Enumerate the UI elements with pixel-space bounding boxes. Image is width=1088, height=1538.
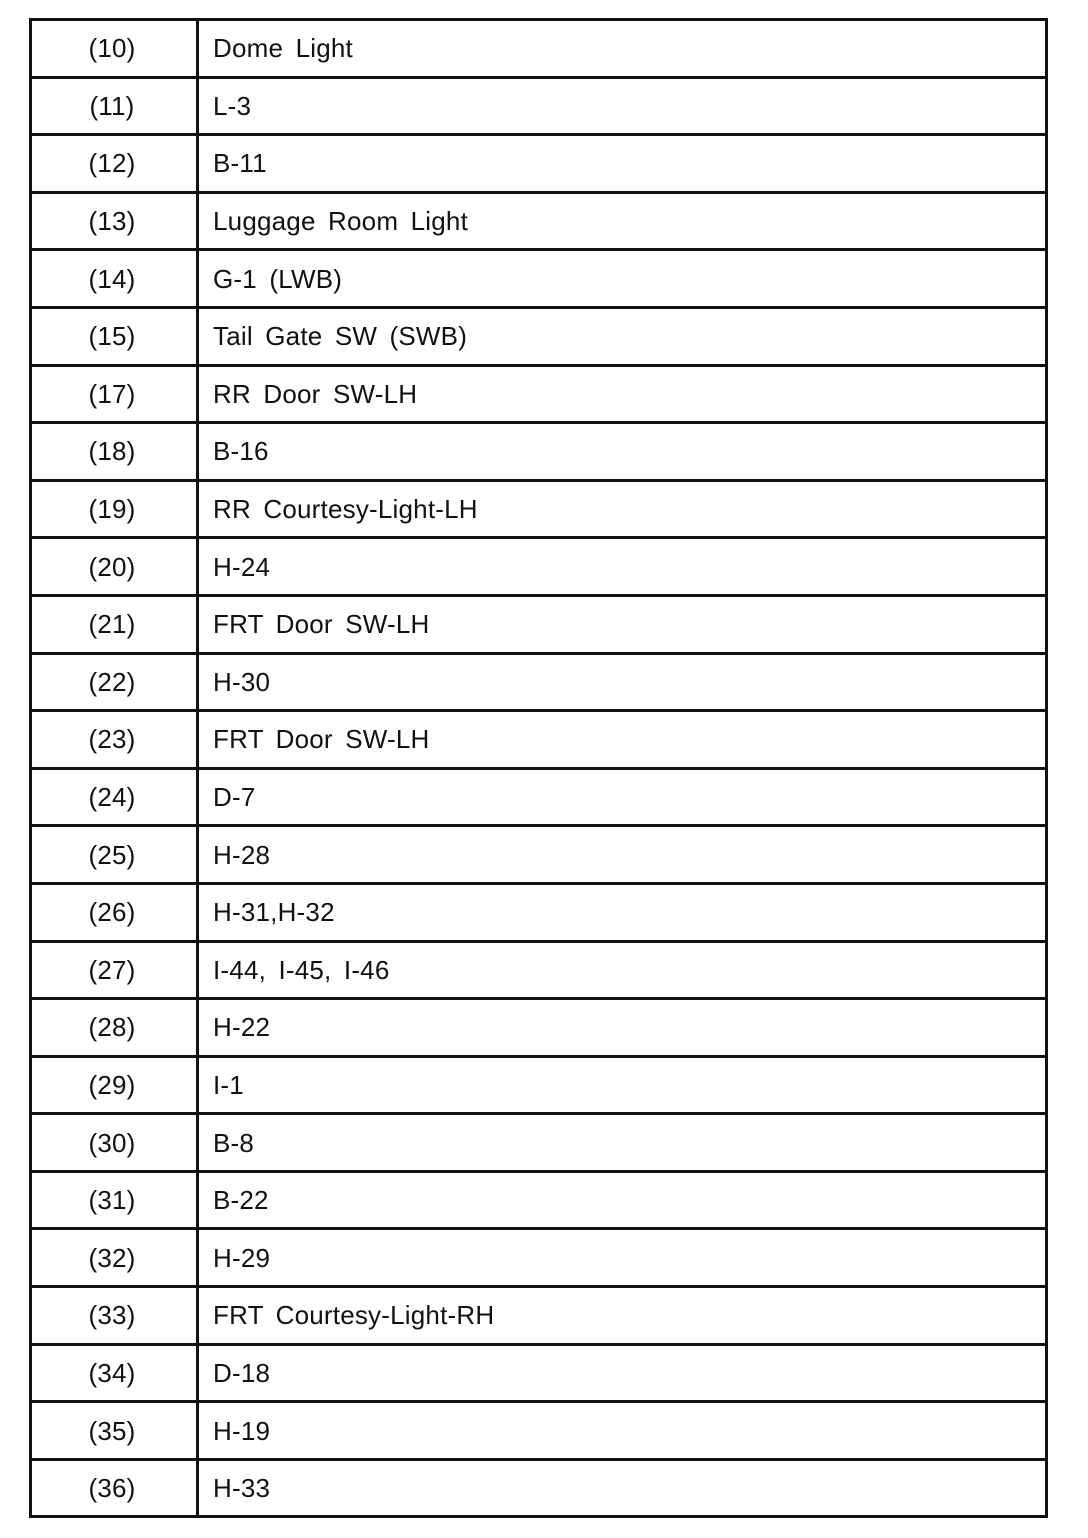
row-number-cell: (25) bbox=[31, 826, 198, 884]
row-number-cell: (28) bbox=[31, 999, 198, 1057]
table-row bbox=[31, 250, 1047, 308]
row-description-cell: B-22 bbox=[198, 1171, 1047, 1229]
table-body bbox=[31, 20, 1047, 1517]
table-row bbox=[31, 1171, 1047, 1229]
row-number-cell: (33) bbox=[31, 1287, 198, 1345]
row-description-cell: H-30 bbox=[198, 653, 1047, 711]
table-row bbox=[31, 480, 1047, 538]
row-description-cell: H-29 bbox=[198, 1229, 1047, 1287]
row-number-cell: (29) bbox=[31, 1056, 198, 1114]
row-description-cell: H-33 bbox=[198, 1459, 1047, 1517]
row-description-cell: Dome Light bbox=[213, 33, 353, 64]
row-number-cell: (19) bbox=[31, 480, 198, 538]
row-number-cell: (21) bbox=[31, 595, 198, 653]
row-number-cell: (15) bbox=[31, 307, 198, 365]
table-row bbox=[31, 307, 1047, 365]
table-row bbox=[31, 538, 1047, 596]
table-row bbox=[31, 77, 1047, 135]
table-row bbox=[31, 883, 1047, 941]
row-description-cell: H-24 bbox=[198, 538, 1047, 596]
row-number-cell: (13) bbox=[31, 192, 198, 250]
row-number-cell: (24) bbox=[31, 768, 198, 826]
table-row bbox=[31, 826, 1047, 884]
row-description-cell: L-3 bbox=[198, 77, 1047, 135]
row-description-cell: Tail Gate SW (SWB) bbox=[198, 307, 1047, 365]
row-number-cell: (31) bbox=[31, 1171, 198, 1229]
row-number-cell: (18) bbox=[31, 423, 198, 481]
row-description-cell: I-1 bbox=[198, 1056, 1047, 1114]
table-row bbox=[31, 1114, 1047, 1172]
table-row bbox=[31, 999, 1047, 1057]
row-description-cell: H-31,H-32 bbox=[198, 883, 1047, 941]
table-row bbox=[31, 192, 1047, 250]
table-row bbox=[31, 135, 1047, 193]
row-description-cell: FRT Door SW-LH bbox=[198, 595, 1047, 653]
connector-table bbox=[29, 18, 1048, 1518]
row-number-cell: (17) bbox=[31, 365, 198, 423]
row-description-cell: B-8 bbox=[198, 1114, 1047, 1172]
row-number-cell: (12) bbox=[31, 135, 198, 193]
row-description-cell: B-11 bbox=[198, 135, 1047, 193]
row-number-cell: (11) bbox=[31, 77, 198, 135]
row-number-cell: (10) bbox=[31, 20, 198, 78]
table-row bbox=[31, 1344, 1047, 1402]
row-number-cell: (14) bbox=[31, 250, 198, 308]
table-row bbox=[31, 1459, 1047, 1517]
table-row bbox=[31, 1056, 1047, 1114]
row-description-cell: H-19 bbox=[198, 1402, 1047, 1460]
table-row bbox=[31, 1229, 1047, 1287]
row-description-cell: B-16 bbox=[198, 423, 1047, 481]
table-row bbox=[31, 423, 1047, 481]
row-description-cell: H-22 bbox=[198, 999, 1047, 1057]
table-row bbox=[31, 20, 1047, 78]
row-number-cell: (32) bbox=[31, 1229, 198, 1287]
row-number-cell: (35) bbox=[31, 1402, 198, 1460]
row-description-cell: RR Door SW-LH bbox=[198, 365, 1047, 423]
row-description-cell: FRT Courtesy-Light-RH bbox=[198, 1287, 1047, 1345]
row-description-cell: D-18 bbox=[198, 1344, 1047, 1402]
table-row bbox=[31, 595, 1047, 653]
row-number-cell: (23) bbox=[31, 711, 198, 769]
row-number-cell: (26) bbox=[31, 883, 198, 941]
row-number-cell: (36) bbox=[31, 1459, 198, 1517]
table-row bbox=[31, 941, 1047, 999]
row-number-cell: (30) bbox=[31, 1114, 198, 1172]
table-row bbox=[31, 768, 1047, 826]
table-row bbox=[31, 653, 1047, 711]
table-row bbox=[31, 1402, 1047, 1460]
table-row bbox=[31, 1287, 1047, 1345]
table-row bbox=[31, 365, 1047, 423]
row-description-cell: H-28 bbox=[198, 826, 1047, 884]
row-description-cell: I-44, I-45, I-46 bbox=[198, 941, 1047, 999]
row-description-cell: FRT Door SW-LH bbox=[198, 711, 1047, 769]
row-description-cell: RR Courtesy-Light-LH bbox=[198, 480, 1047, 538]
row-number-cell: (27) bbox=[31, 941, 198, 999]
row-number-cell: (20) bbox=[31, 538, 198, 596]
row-description-cell: G-1 (LWB) bbox=[198, 250, 1047, 308]
row-number-cell: (34) bbox=[31, 1344, 198, 1402]
row-number-cell: (22) bbox=[31, 653, 198, 711]
table-row bbox=[31, 711, 1047, 769]
row-description-cell: D-7 bbox=[198, 768, 1047, 826]
row-description-cell: Luggage Room Light bbox=[198, 192, 1047, 250]
